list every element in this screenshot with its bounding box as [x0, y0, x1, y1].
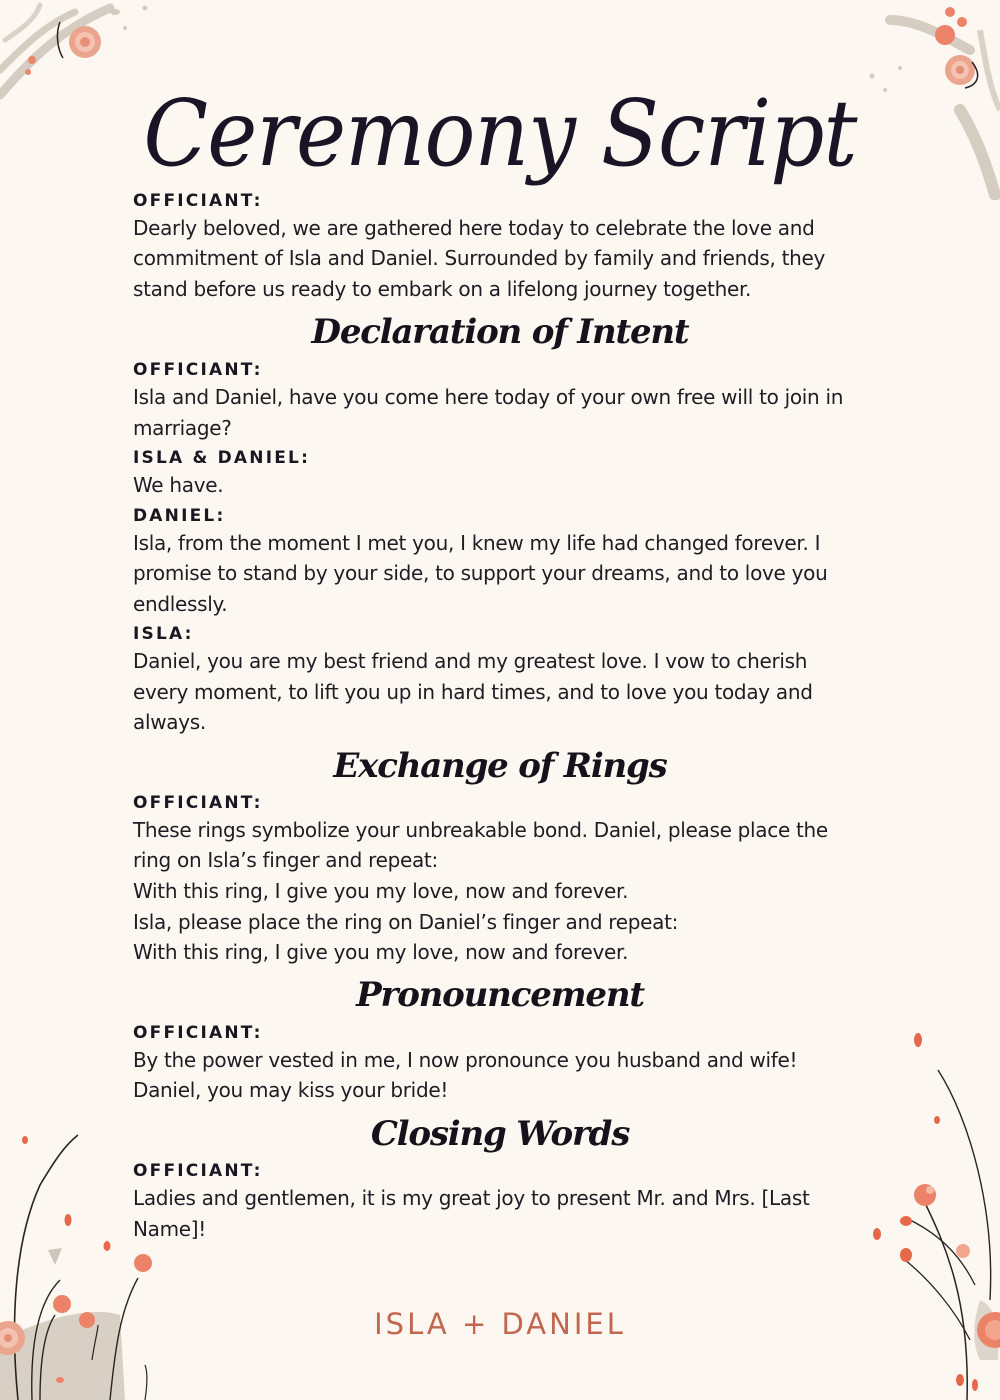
script-line: marriage? [133, 416, 232, 440]
script-line: Daniel, you are my best friend and my greatest love. I vow to cherish [133, 649, 808, 673]
speaker-label: DANIEL: [133, 506, 226, 526]
script-line: always. [133, 710, 206, 734]
couple-names-footer: ISLA + DANIEL [374, 1307, 626, 1341]
script-line: ring on Isla’s finger and repeat: [133, 848, 438, 872]
section-heading: Declaration of Intent [311, 312, 689, 352]
script-line: endlessly. [133, 592, 228, 616]
document-title: Ceremony Script [143, 79, 857, 187]
script-line: Dearly beloved, we are gathered here today to celebrate the love and [133, 216, 815, 240]
script-line: With this ring, I give you my love, now and forever. [133, 940, 629, 964]
script-line: We have. [133, 473, 224, 497]
speaker-label: OFFICIANT: [133, 1161, 263, 1181]
section-heading: Pronouncement [356, 975, 644, 1015]
speaker-label: OFFICIANT: [133, 1023, 263, 1043]
script-line: Name]! [133, 1217, 207, 1241]
script-line: Isla and Daniel, have you come here today of your own free will to join in [133, 385, 844, 409]
speaker-label: ISLA: [133, 624, 194, 644]
script-line: With this ring, I give you my love, now and forever. [133, 879, 629, 903]
speaker-label: ISLA & DANIEL: [133, 448, 311, 468]
script-line: stand before us ready to embark on a lifelong journey together. [133, 277, 752, 301]
section-heading: Closing Words [370, 1114, 630, 1154]
bottom-right-floral-icon [830, 1010, 1000, 1400]
section-heading: Exchange of Rings [333, 746, 667, 786]
script-line: every moment, to lift you up in hard times, and to love you today and [133, 680, 813, 704]
script-line: Isla, from the moment I met you, I knew my life had changed forever. I [133, 531, 821, 555]
script-line: These rings symbolize your unbreakable bond. Daniel, please place the [133, 818, 828, 842]
speaker-label: OFFICIANT: [133, 360, 263, 380]
script-line: promise to stand by your side, to support your dreams, and to love you [133, 561, 828, 585]
script-line: Ladies and gentlemen, it is my great joy to present Mr. and Mrs. [Last [133, 1186, 810, 1210]
script-line: Isla, please place the ring on Daniel’s finger and repeat: [133, 910, 679, 934]
script-line: By the power vested in me, I now pronounce you husband and wife! [133, 1048, 798, 1072]
speaker-label: OFFICIANT: [133, 191, 263, 211]
script-line: Daniel, you may kiss your bride! [133, 1078, 449, 1102]
script-line: commitment of Isla and Daniel. Surrounded by family and friends, they [133, 246, 826, 270]
speaker-label: OFFICIANT: [133, 793, 263, 813]
